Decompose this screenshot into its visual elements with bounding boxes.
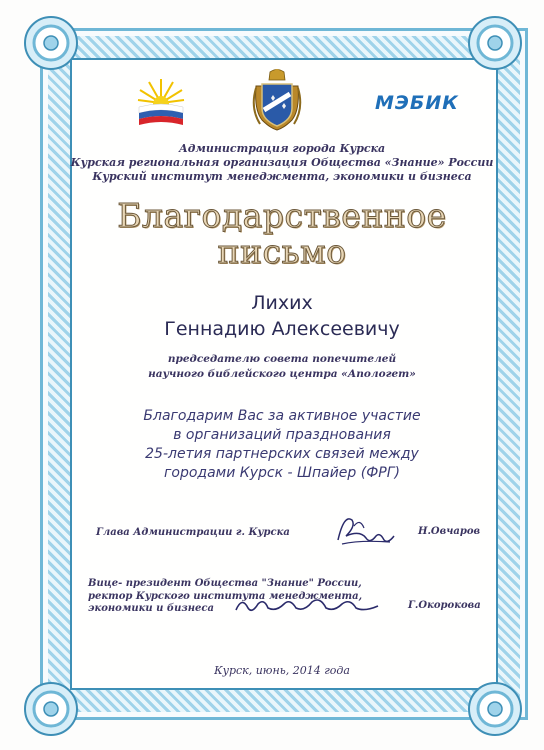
role-line: председателю совета попечителей (167, 353, 397, 365)
org-line: Администрация города Курска (178, 142, 386, 155)
coat-of-arms-icon (252, 68, 302, 134)
recipient-surname: Лихих (251, 292, 313, 314)
corner-ornament-bottom-left (22, 680, 80, 738)
issuing-organizations (60, 142, 504, 184)
sun-flag-logo-icon (137, 77, 185, 127)
corner-ornament-top-right (466, 14, 524, 72)
signature-2-handwriting (232, 590, 382, 618)
gratitude-message (60, 407, 504, 483)
role-line: научного библейского центра «Апологет» (148, 368, 416, 380)
message-line: городами Курск - Шпайер (ФРГ) (164, 465, 400, 481)
message-line: Благодарим Вас за активное участие (143, 408, 421, 424)
signatory-2-name: Г.Окорокова (408, 600, 481, 611)
mevib-logo: МЭБИК (375, 92, 459, 114)
recipient-name: Геннадию Алексеевичу (164, 318, 400, 340)
recipient-role (60, 352, 504, 382)
signatory-1-name: Н.Овчаров (418, 526, 481, 537)
sig2-title-line: Вице- президент Общества "Знание" России, (88, 578, 362, 589)
signature-1-handwriting (330, 510, 398, 552)
org-line: Курская региональная организация Общества «Знание» России (70, 156, 494, 169)
place-and-date: Курск, июнь, 2014 года (214, 664, 350, 677)
corner-ornament-bottom-right (466, 680, 524, 738)
message-line: в организаций празднования (173, 427, 391, 443)
org-line: Курский институт менеджмента, экономики и бизнеса (92, 170, 472, 183)
message-line: 25-летия партнерских связей между (145, 446, 419, 462)
corner-ornament-top-left (22, 14, 80, 72)
sig2-title-line: ректор Курского института менеджмента, (88, 590, 363, 602)
signatory-1-title: Глава Администрации г. Курска (96, 527, 290, 538)
document-title: Благодарственное (117, 196, 447, 235)
document-title-line2: письмо (217, 232, 347, 271)
sig2-title-line: экономики и бизнеса (88, 603, 214, 614)
